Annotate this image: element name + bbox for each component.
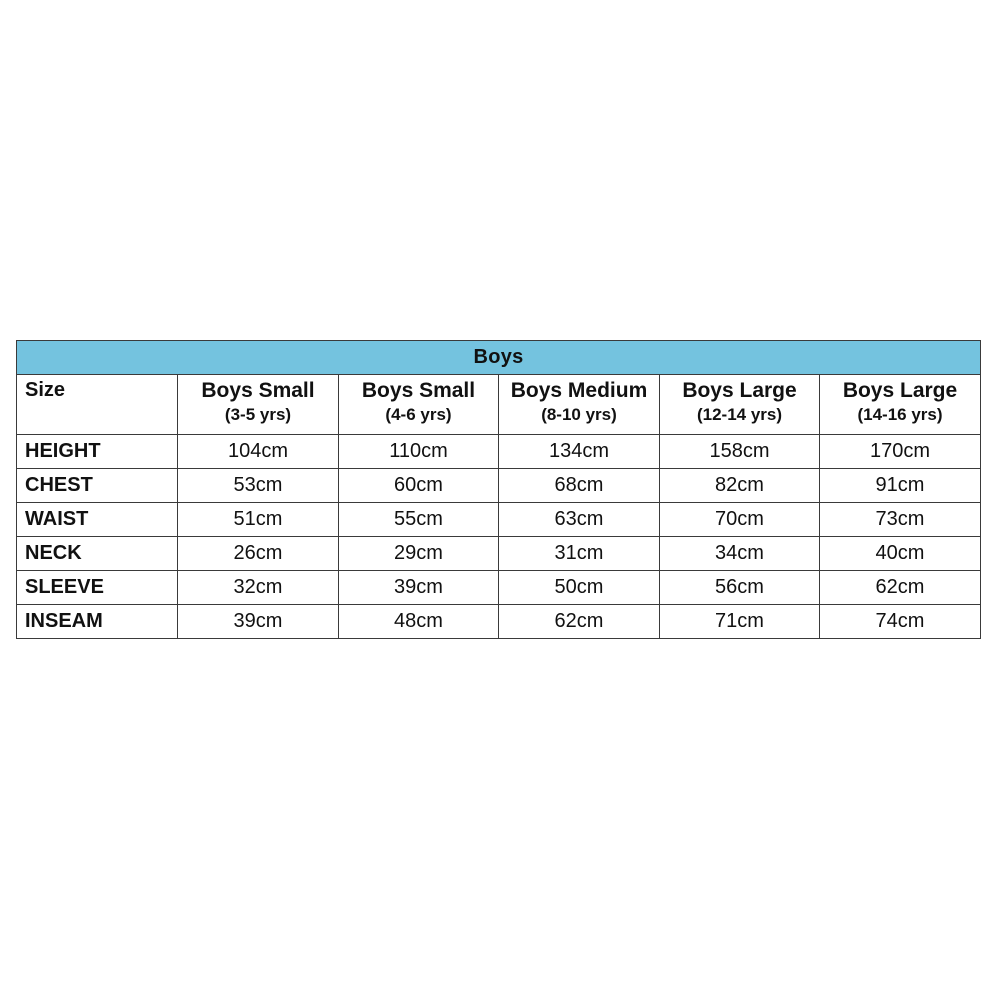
- table-cell: 31cm: [499, 537, 660, 571]
- table-cell: 71cm: [660, 605, 820, 639]
- row-label: CHEST: [17, 469, 178, 503]
- table-cell: 29cm: [339, 537, 499, 571]
- column-header-name: Boys Large: [842, 379, 958, 402]
- table-cell: 170cm: [820, 435, 981, 469]
- table-title: Boys: [17, 341, 981, 375]
- table-cell: 26cm: [178, 537, 339, 571]
- column-header-ages: (12-14 yrs): [696, 405, 783, 424]
- table-row: [17, 503, 981, 537]
- table-cell: 40cm: [820, 537, 981, 571]
- row-label: WAIST: [17, 503, 178, 537]
- table-cell: 32cm: [178, 571, 339, 605]
- table-cell: 74cm: [820, 605, 981, 639]
- size-chart-table: [16, 340, 981, 639]
- table-cell: 51cm: [178, 503, 339, 537]
- table-cell: 50cm: [499, 571, 660, 605]
- table-row: [17, 537, 981, 571]
- column-header: [178, 375, 339, 435]
- table-cell: 62cm: [499, 605, 660, 639]
- table-row: [17, 469, 981, 503]
- table-row: [17, 571, 981, 605]
- row-label: INSEAM: [17, 605, 178, 639]
- table-row: [17, 435, 981, 469]
- table-cell: 158cm: [660, 435, 820, 469]
- table-cell: 34cm: [660, 537, 820, 571]
- table-cell: 62cm: [820, 571, 981, 605]
- size-column-header: Size: [17, 375, 178, 435]
- column-header: [820, 375, 981, 435]
- column-header: [660, 375, 820, 435]
- table-cell: 39cm: [178, 605, 339, 639]
- table-row: [17, 605, 981, 639]
- table-cell: 68cm: [499, 469, 660, 503]
- table-cell: 134cm: [499, 435, 660, 469]
- table-cell: 82cm: [660, 469, 820, 503]
- column-header-name: Boys Small: [201, 379, 315, 402]
- column-header-ages: (8-10 yrs): [541, 405, 617, 424]
- table-cell: 53cm: [178, 469, 339, 503]
- table-cell: 48cm: [339, 605, 499, 639]
- table-cell: 104cm: [178, 435, 339, 469]
- column-header: [499, 375, 660, 435]
- table-cell: 110cm: [339, 435, 499, 469]
- title-row: [17, 341, 981, 375]
- table-cell: 63cm: [499, 503, 660, 537]
- row-label: SLEEVE: [17, 571, 178, 605]
- column-header-name: Boys Large: [682, 379, 797, 402]
- row-label: HEIGHT: [17, 435, 178, 469]
- table-cell: 55cm: [339, 503, 499, 537]
- table-cell: 56cm: [660, 571, 820, 605]
- table-cell: 60cm: [339, 469, 499, 503]
- column-header-ages: (3-5 yrs): [224, 405, 292, 424]
- table-cell: 70cm: [660, 503, 820, 537]
- table-cell: 73cm: [820, 503, 981, 537]
- column-header: [339, 375, 499, 435]
- header-row: [17, 375, 981, 435]
- column-header-ages: (4-6 yrs): [385, 405, 452, 424]
- table-cell: 39cm: [339, 571, 499, 605]
- column-header-ages: (14-16 yrs): [857, 405, 943, 424]
- column-header-name: Boys Small: [361, 379, 476, 402]
- table-cell: 91cm: [820, 469, 981, 503]
- column-header-name: Boys Medium: [510, 379, 648, 402]
- row-label: NECK: [17, 537, 178, 571]
